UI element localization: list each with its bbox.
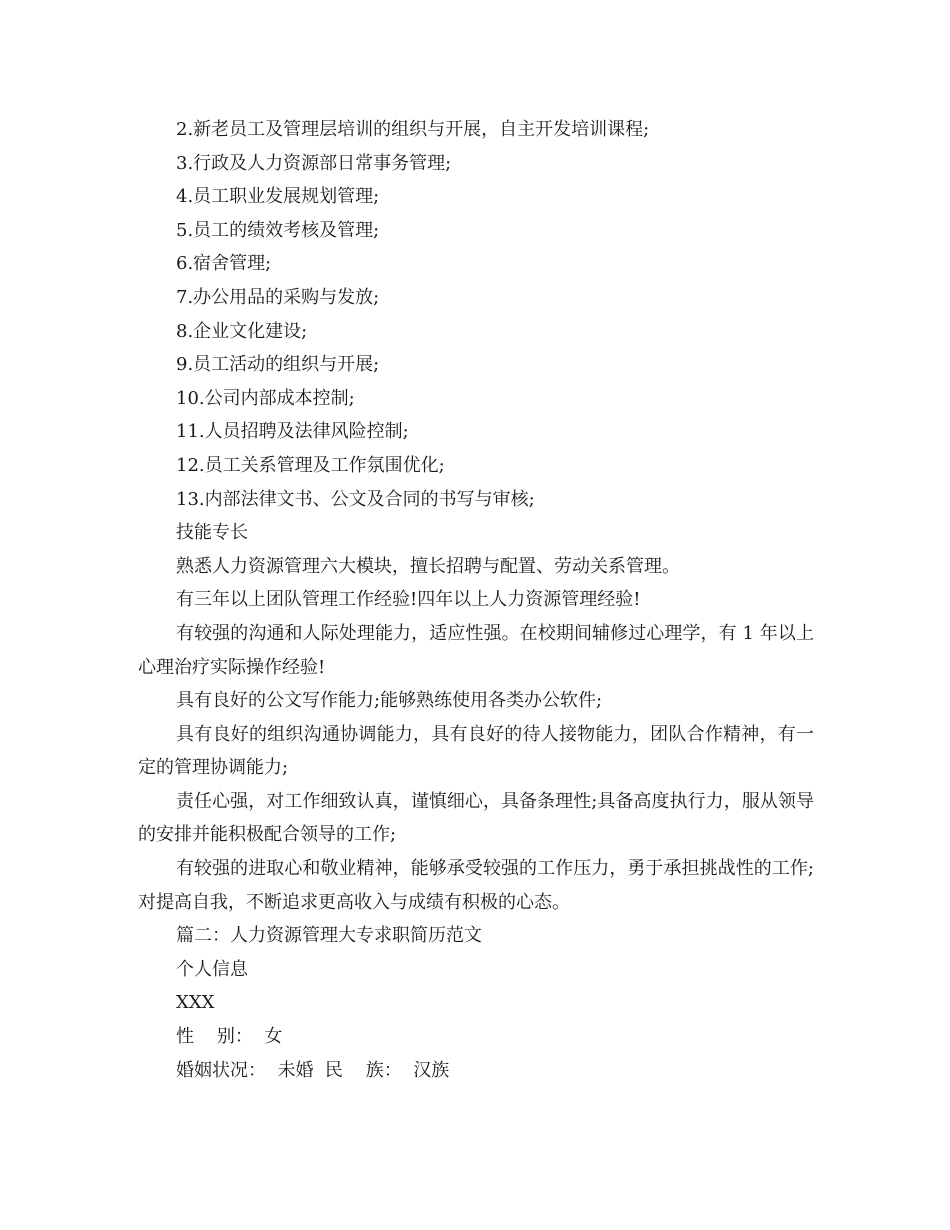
skills-heading: 技能专长 <box>176 522 248 544</box>
list-item: 7.办公用品的采购与发放; <box>176 286 380 308</box>
list-item: 3.行政及人力资源部日常事务管理; <box>176 152 452 174</box>
applicant-name: XXX <box>176 992 215 1014</box>
document-body <box>138 113 814 1087</box>
list-item: 13.内部法律文书、公文及合同的书写与审核; <box>176 488 535 510</box>
skills-paragraph: 具有良好的组织沟通协调能力，具有良好的待人接物能力，团队合作精神，有一定的管理协调能力; <box>138 723 814 779</box>
section-title: 篇二：人力资源管理大专求职简历范文 <box>176 925 482 947</box>
list-item: 9.员工活动的组织与开展; <box>176 354 380 376</box>
list-item: 12.员工关系管理及工作氛围优化; <box>176 454 445 476</box>
list-item: 5.员工的绩效考核及管理; <box>176 219 380 241</box>
list-item: 6.宿舍管理; <box>176 253 272 275</box>
skills-line: 熟悉人力资源管理六大模块，擅长招聘与配置、劳动关系管理。 <box>176 555 680 577</box>
list-item: 11.人员招聘及法律风险控制; <box>176 421 409 443</box>
gender-row: 性 别： 女 <box>176 1026 283 1048</box>
personal-info-heading: 个人信息 <box>176 958 248 980</box>
list-item: 8.企业文化建设; <box>176 320 308 342</box>
skills-paragraph: 责任心强，对工作细致认真，谨慎细心，具备条理性;具备高度执行力，服从领导的安排并能积极配合领导的工作; <box>138 790 814 846</box>
list-item: 10.公司内部成本控制; <box>176 387 355 409</box>
list-item: 4.员工职业发展规划管理; <box>176 186 380 208</box>
skills-paragraph: 具有良好的公文写作能力;能够熟练使用各类办公软件; <box>176 690 603 712</box>
list-item: 2.新老员工及管理层培训的组织与开展，自主开发培训课程; <box>176 119 650 140</box>
marital-ethnicity-row: 婚姻状况： 未婚 民 族： 汉族 <box>176 1059 450 1081</box>
skills-paragraph: 有较强的沟通和人际处理能力，适应性强。在校期间辅修过心理学，有 1 年以上心理治疗实际操作经验! <box>138 622 814 678</box>
skills-line: 有三年以上团队管理工作经验!四年以上人力资源管理经验! <box>176 589 641 611</box>
skills-paragraph: 有较强的进取心和敬业精神，能够承受较强的工作压力，勇于承担挑战性的工作;对提高自我，不断追求更高收入与成绩有积极的心态。 <box>138 858 814 913</box>
